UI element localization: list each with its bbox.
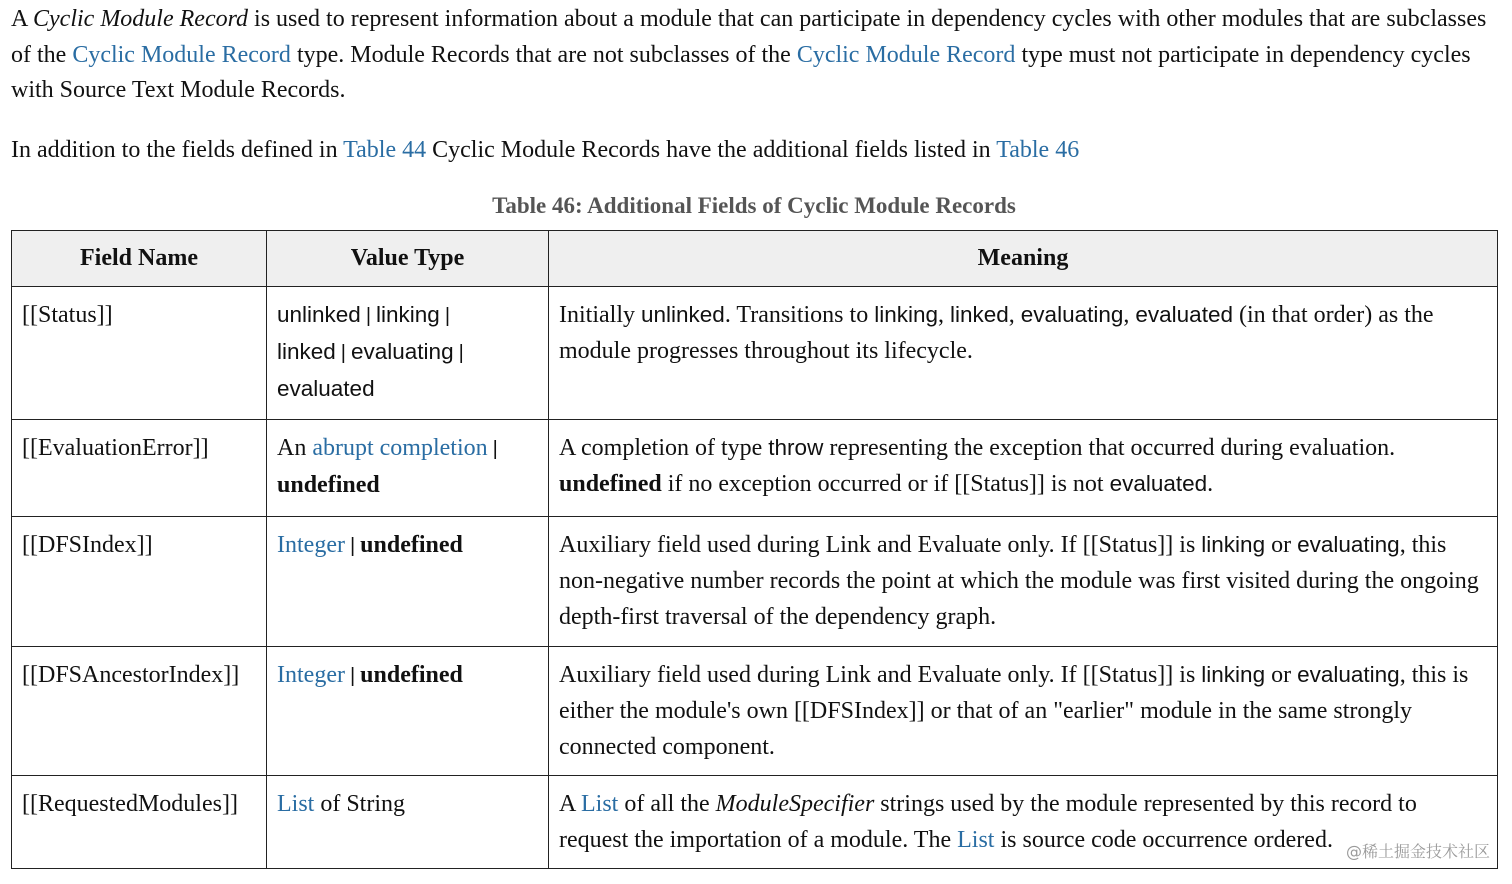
fields-table: [11, 230, 1498, 869]
table-row: [12, 420, 1498, 517]
header-value-type: Value Type: [267, 231, 549, 287]
meaning-cell: A List of all the ModuleSpecifier strings used by the module represented by this record to request the importation of a module. The List is source code occurrence ordered.: [549, 776, 1498, 869]
field-name-cell: [[DFSIndex]]: [12, 517, 267, 647]
value-type-cell: unlinked | linking | linked | evaluating | evaluated: [267, 287, 549, 420]
term-cyclic-module-record: Cyclic Module Record: [33, 6, 249, 32]
link-integer[interactable]: Integer: [277, 532, 345, 558]
value-type-cell: An abrupt completion | undefined: [267, 420, 549, 517]
value-type-cell: Integer | undefined: [267, 647, 549, 776]
header-field-name: Field Name: [12, 231, 267, 287]
meaning-cell: Initially unlinked. Transitions to linking, linked, evaluating, evaluated (in that order) as the module progresses throughout its lifecycle.: [549, 287, 1498, 420]
meaning-cell: Auxiliary field used during Link and Evaluate only. If [[Status]] is linking or evaluating, this non-negative number records the point at which the module was first visited during the ongoing depth-first traversal of the dependency graph.: [549, 517, 1498, 647]
link-abrupt-completion[interactable]: abrupt completion: [312, 435, 488, 461]
field-name-cell: [[EvaluationError]]: [12, 420, 267, 517]
field-name-cell: [[RequestedModules]]: [12, 776, 267, 869]
meaning-cell: A completion of type throw representing the exception that occurred during evaluation. undefined if no exception occurred or if [[Status]] is not evaluated.: [549, 420, 1498, 517]
header-meaning: Meaning: [549, 231, 1498, 287]
link-list[interactable]: List: [957, 827, 995, 853]
link-table-46[interactable]: Table 46: [996, 137, 1080, 163]
link-cyclic-module-record[interactable]: Cyclic Module Record: [796, 41, 1016, 68]
table-row: [12, 517, 1498, 647]
table-row: [12, 647, 1498, 776]
watermark: @稀土掘金技术社区: [1345, 842, 1490, 861]
field-name-cell: [[Status]]: [12, 287, 267, 420]
field-name-cell: [[DFSAncestorIndex]]: [12, 647, 267, 776]
link-table-44[interactable]: Table 44: [343, 137, 427, 163]
table-header-row: [12, 231, 1498, 287]
value-type-cell: List of String: [267, 776, 549, 869]
link-cyclic-module-record[interactable]: Cyclic Module Record: [72, 41, 291, 68]
link-list[interactable]: List: [277, 791, 315, 817]
value-type-cell: Integer | undefined: [267, 517, 549, 647]
table-row: [12, 287, 1498, 420]
meaning-cell: Auxiliary field used during Link and Evaluate only. If [[Status]] is linking or evaluating, this is either the module's own [[DFSIndex]] or that of an "earlier" module in the same strongly connected component.: [549, 647, 1498, 776]
fields-paragraph: In addition to the fields defined in Table 44 Cyclic Module Records have the additional fields listed in Table 46: [11, 137, 1080, 163]
table-row: [12, 776, 1498, 869]
table-caption: Table 46: Additional Fields of Cyclic Module Records: [492, 193, 1016, 218]
link-list[interactable]: List: [581, 791, 619, 817]
intro-paragraph: A Cyclic Module Record is used to represent information about a module that can participate in dependency cycles with other modules that are subclasses of the Cyclic Module Record type. Module Records that are not subclasses of the Cyclic Module Record type must not participate in dependency cycles with Source Text Module Records.: [11, 6, 1487, 103]
link-integer[interactable]: Integer: [277, 662, 345, 688]
